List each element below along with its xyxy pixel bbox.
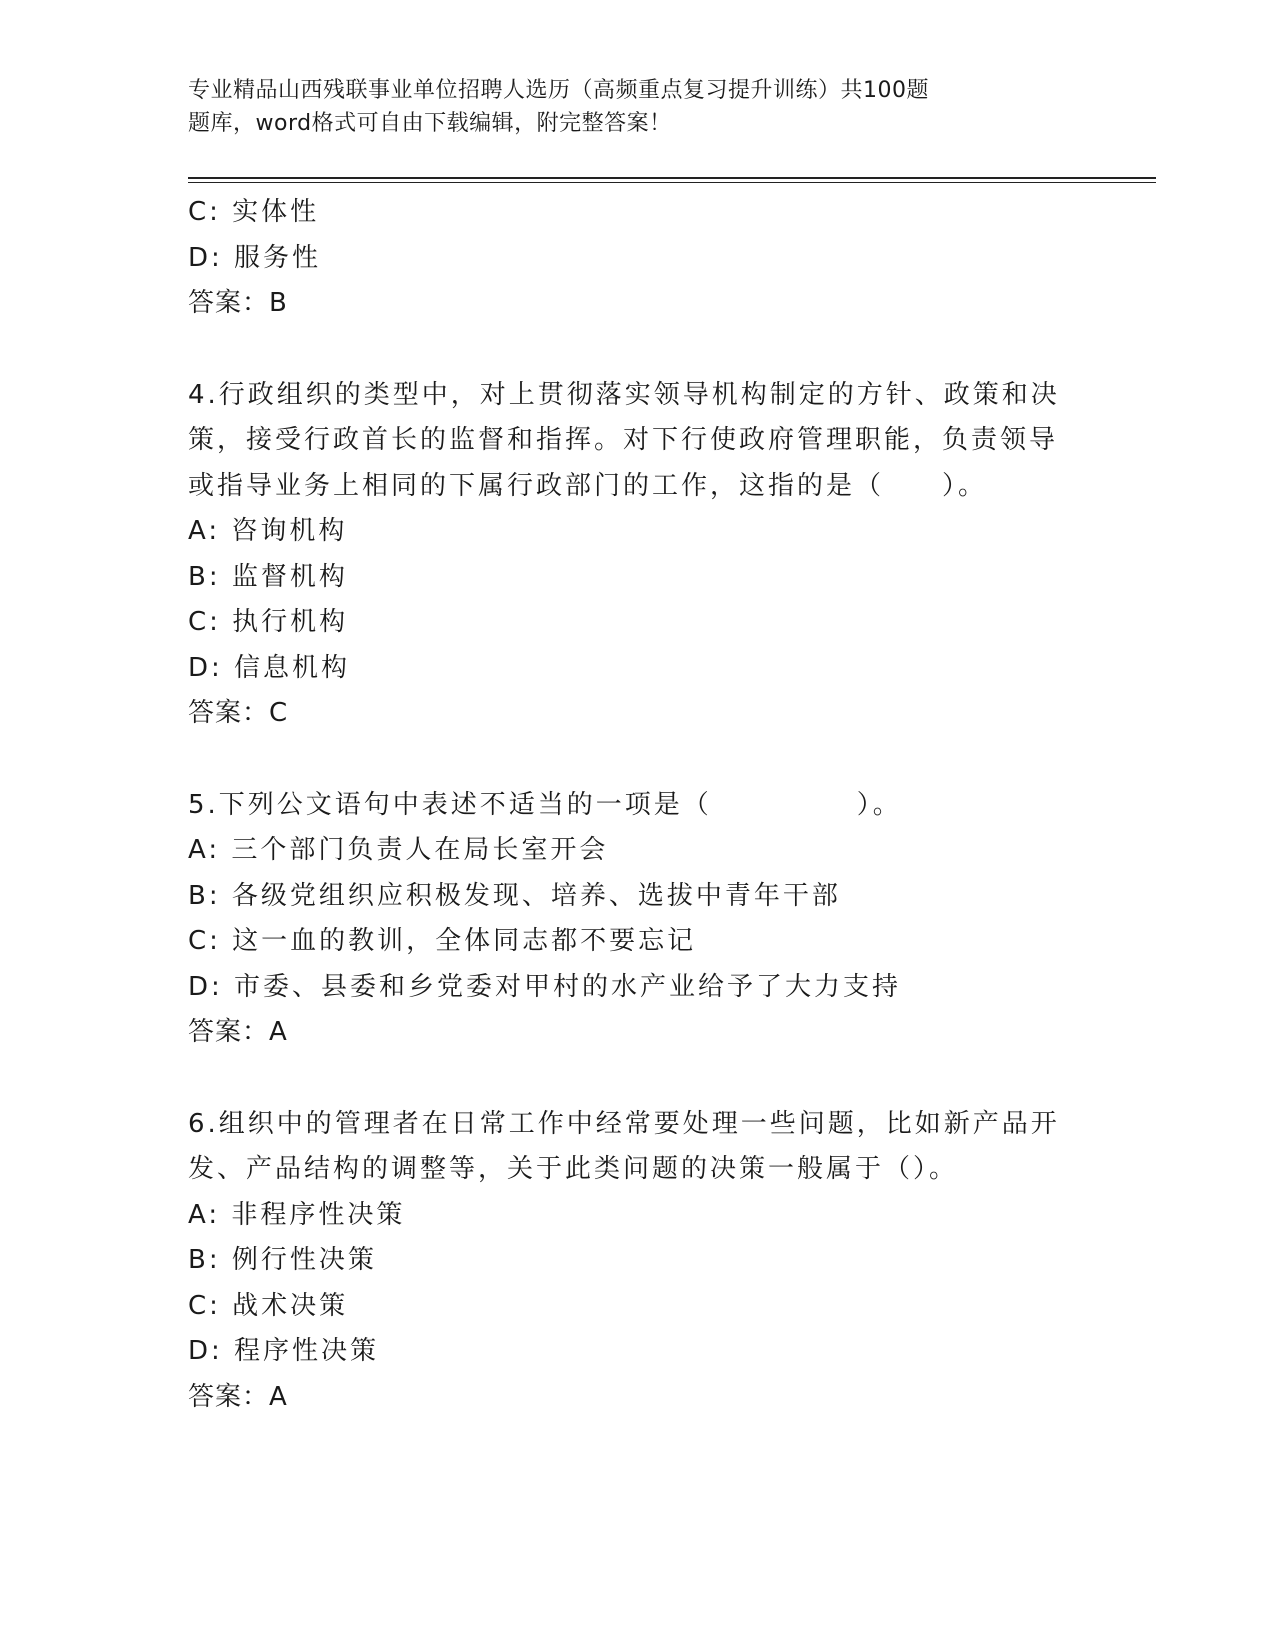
option-b: B: 例行性决策 — [188, 1245, 377, 1275]
question-stem-line: 发、产品结构的调整等，关于此类问题的决策一般属于（）。 — [188, 1154, 959, 1184]
option-c: C: 这一血的教训，全体同志都不要忘记 — [188, 926, 697, 956]
question-3-tail — [188, 190, 1088, 327]
option-a: A: 咨询机构 — [188, 516, 348, 546]
option-d: D: 市委、县委和乡党委对甲村的水产业给予了大力支持 — [188, 971, 902, 1002]
question-stem-line: 或指导业务上相同的下属行政部门的工作，这指的是（ ）。 — [188, 470, 988, 501]
option-c: C: 执行机构 — [188, 607, 349, 637]
question-6 — [188, 1102, 1088, 1421]
option-d: D: 信息机构 — [188, 652, 351, 683]
answer: 答案：A — [188, 1017, 288, 1047]
question-stem-line: 6.组织中的管理者在日常工作中经常要处理一些问题，比如新产品开 — [188, 1108, 1060, 1139]
document-header — [188, 74, 1048, 140]
question-stem-line: 策，接受行政首长的监督和指挥。对下行使政府管理职能，负责领导 — [188, 425, 1059, 455]
option-b: B: 监督机构 — [188, 561, 348, 592]
question-spacer — [188, 737, 1088, 783]
option-a: A: 非程序性决策 — [188, 1199, 406, 1230]
option-a: A: 三个部门负责人在局长室开会 — [188, 835, 609, 865]
header-rule-thin — [188, 182, 1156, 183]
question-spacer — [188, 1056, 1088, 1102]
question-5 — [188, 783, 1088, 1056]
option-d: D: 服务性 — [188, 242, 322, 273]
question-stem-line: 5.下列公文语句中表述不适当的一项是（ ）。 — [188, 789, 902, 820]
question-4 — [188, 373, 1088, 737]
header-rule-thick — [188, 177, 1156, 179]
question-spacer — [188, 327, 1088, 373]
option-b: B: 各级党组织应积极发现、培养、选拔中青年干部 — [188, 880, 841, 911]
header-line-2: 题库，word格式可自由下载编辑，附完整答案！ — [188, 111, 672, 136]
answer: 答案：B — [188, 288, 288, 318]
answer: 答案：A — [188, 1381, 288, 1412]
header-line-1: 专业精品山西残联事业单位招聘人选历（高频重点复习提升训练）共100题 — [188, 78, 929, 103]
answer: 答案：C — [188, 698, 289, 728]
document-body — [188, 190, 1088, 1420]
option-c: C: 实体性 — [188, 197, 320, 227]
question-stem-line: 4.行政组织的类型中，对上贯彻落实领导机构制定的方针、政策和决 — [188, 379, 1060, 410]
option-c: C: 战术决策 — [188, 1290, 349, 1321]
option-d: D: 程序性决策 — [188, 1336, 380, 1366]
